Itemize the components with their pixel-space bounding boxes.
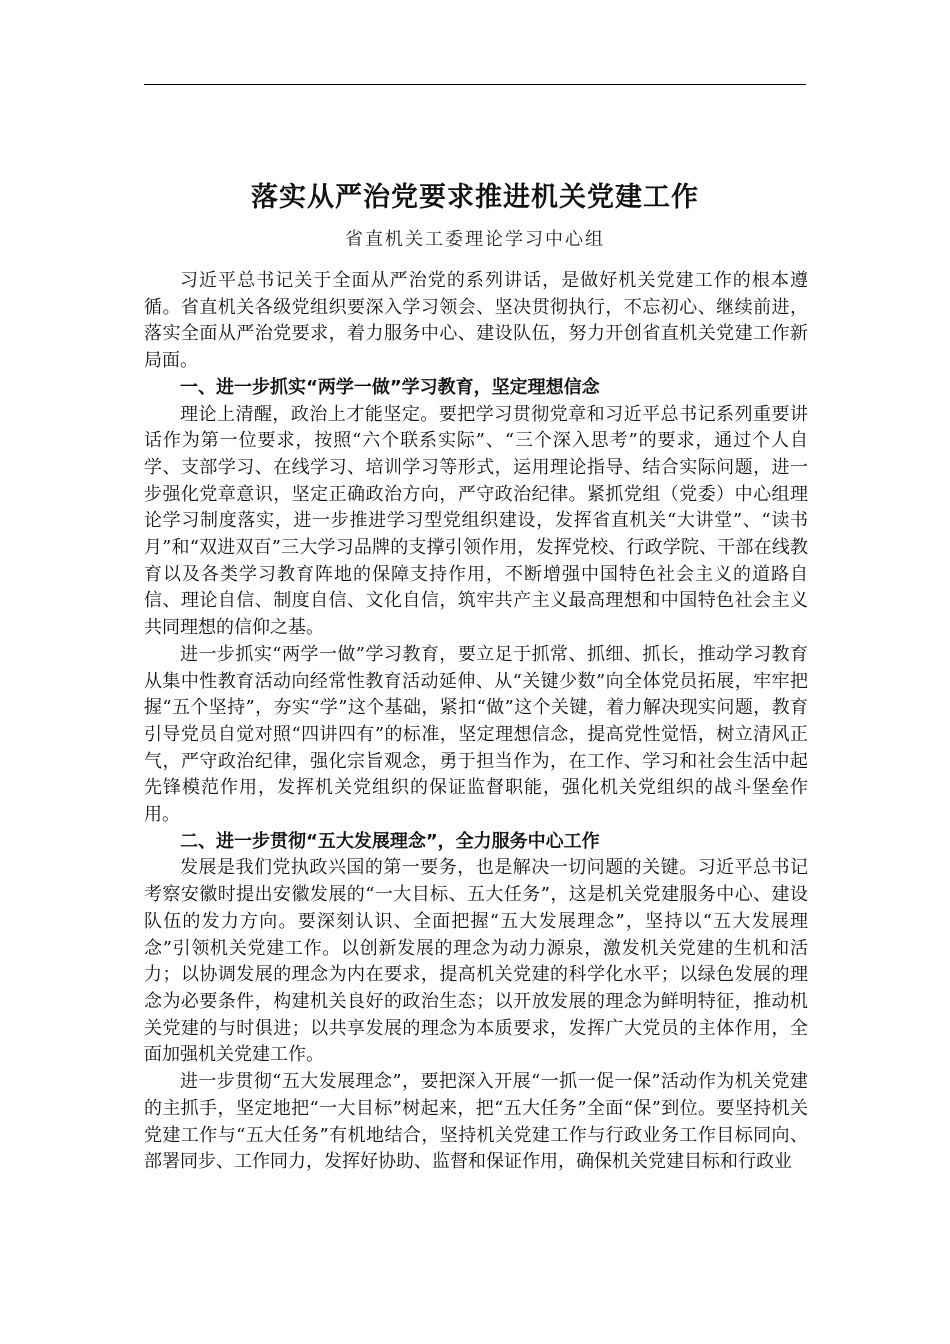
author-line: 省直机关工委理论学习中心组 [345, 229, 605, 250]
header-rule [144, 84, 806, 85]
section-2-paragraph-1: 发展是我们党执政兴国的第一要务，也是解决一切问题的关键。习近平总书记考察安徽时提出安徽发展的“一大目标、五大任务”，这是机关党建服务中心、建设队伍的发力方向。要深刻认识、全面把握“五大发展理念”，坚持以“五大发展理念”引领机关党建工作。以创新发展的理念为动力源泉，激发机关党建的生机和活力；以协调发展的理念为内在要求，提高机关党建的科学化水平；以绿色发展的理念为必要条件，构建机关良好的政治生态；以开放发展的理念为鲜明特征，推动机关党建的与时俱进；以共享发展的理念为本质要求，发挥广大党员的主体作用，全面加强机关党建工作。 [144, 857, 808, 1066]
section-heading-2: 二、进一步贯彻“五大发展理念”，全力服务中心工作 [180, 830, 600, 852]
section-heading-1: 一、进一步抓实“两学一做”学习教育，坚定理想信念 [180, 376, 600, 398]
section-1-paragraph-2: 进一步抓实“两学一做”学习教育，要立足于抓常、抓细、抓长，推动学习教育从集中性教育活动向经常性教育活动延伸、从“关键少数”向全体党员拓展，牢牢把握“五个坚持”，夯实“学”这个基础，紧扣“做”这个关键，着力解决现实问题，教育引导党员自觉对照“四讲四有”的标准，坚定理想信念，提高党性觉悟，树立清风正气，严守政治纪律，强化宗旨观念，勇于担当作为，在工作、学习和社会生活中起先锋模范作用，发挥机关党组织的保证监督职能，强化机关党组织的战斗堡垒作用。 [144, 643, 808, 826]
section-2-paragraph-2: 进一步贯彻“五大发展理念”，要把深入开展“一抓一促一保”活动作为机关党建的主抓手，坚定地把“一大目标”树起来，把“五大任务”全面“保”到位。要坚持机关党建工作与“五大任务”有机地结合，坚持机关党建工作与行政业务工作目标同向、部署同步、工作同力，发挥好协助、监督和保证作用，确保机关党建目标和行政业 [144, 1071, 808, 1173]
section-1-paragraph-1: 理论上清醒，政治上才能坚定。要把学习贯彻党章和习近平总书记系列重要讲话作为第一位要求，按照“六个联系实际”、“三个深入思考”的要求，通过个人自学、支部学习、在线学习、培训学习等形式，运用理论指导、结合实际问题，进一步强化党章意识，坚定正确政治方向，严守政治纪律。紧抓党组（党委）中心组理论学习制度落实，进一步推进学习型党组织建设，发挥省直机关“大讲堂”、“读书月”和“双进双百”三大学习品牌的支撑引领作用，发挥党校、行政学院、干部在线教育以及各类学习教育阵地的保障支持作用，不断增强中国特色社会主义的道路自信、理论自信、制度自信、文化自信，筑牢共产主义最高理想和中国特色社会主义共同理想的信仰之基。 [144, 403, 808, 639]
article-body [144, 268, 808, 1176]
page-title: 落实从严治党要求推进机关党建工作 [251, 182, 699, 213]
intro-paragraph: 习近平总书记关于全面从严治党的系列讲话，是做好机关党建工作的根本遵循。省直机关各级党组织要深入学习领会、坚决贯彻执行，不忘初心、继续前进，落实全面从严治党要求，着力服务中心、建设队伍，努力开创省直机关党建工作新局面。 [144, 270, 808, 372]
